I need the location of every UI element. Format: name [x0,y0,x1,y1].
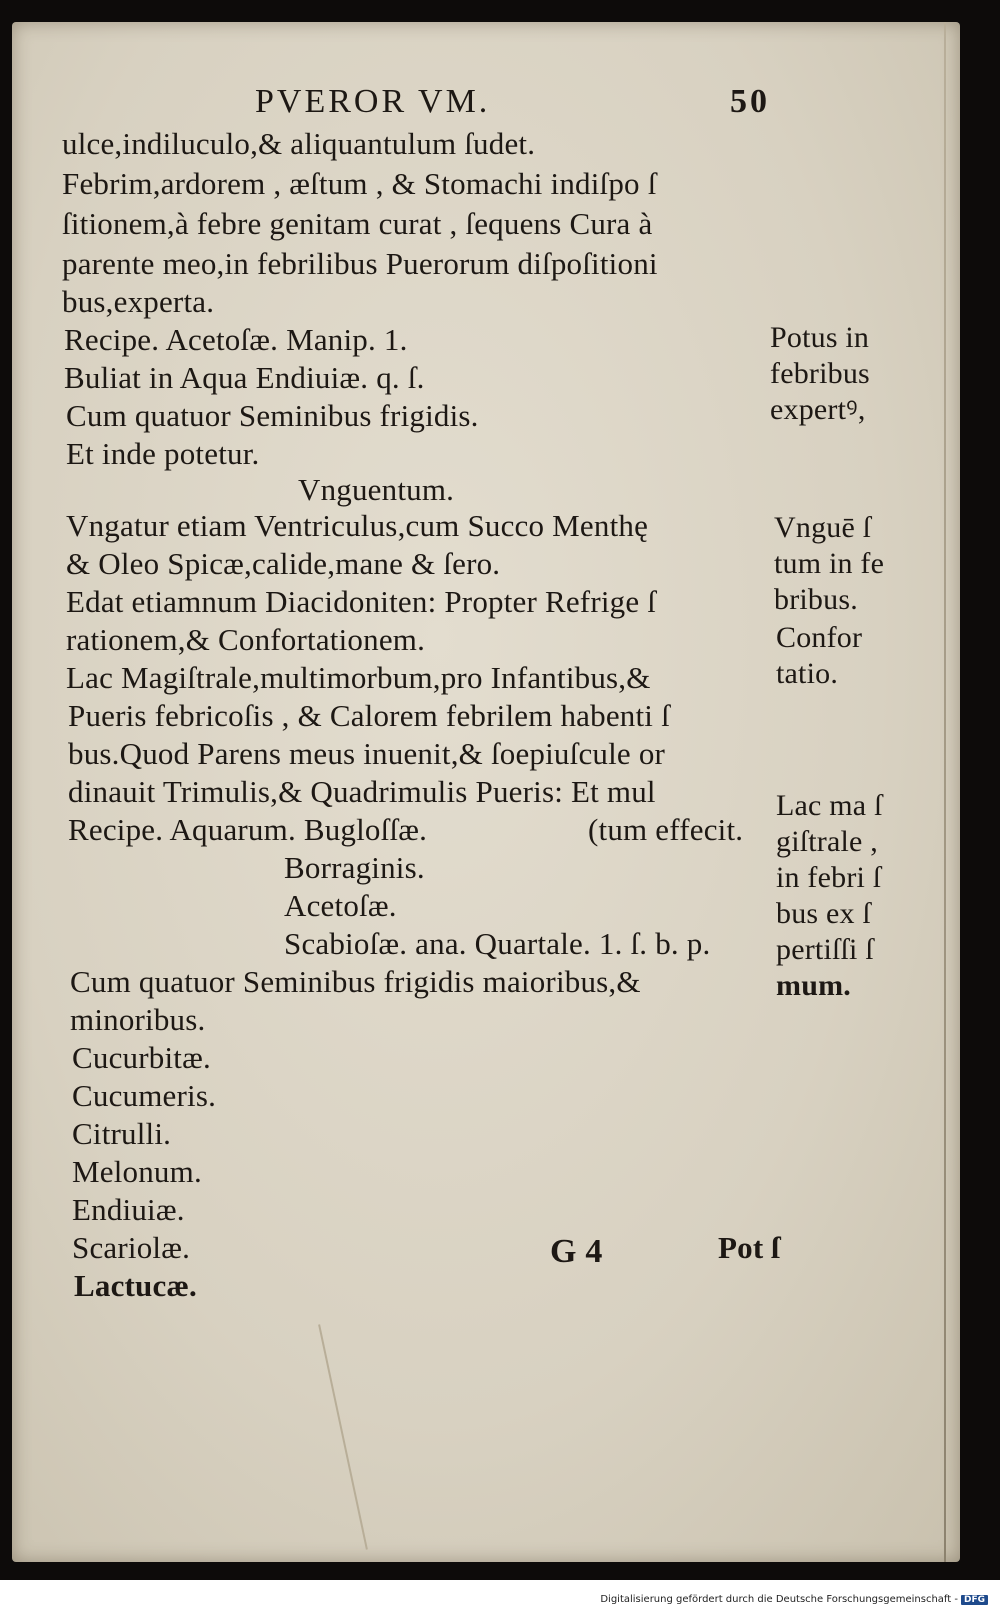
folio-number: 50 [730,83,770,120]
marginal-note: bribus. [774,583,858,616]
text-line: Et inde potetur. [66,436,260,471]
catchword: Pot ſ [718,1230,781,1265]
recipe-ingredient: Borraginis. [284,850,425,885]
text-line: Pueris febricoſis , & Calorem febrilem habenti ſ [68,698,670,733]
text-line: Lac Magiſtrale,multimorbum,pro Infantibus,& [66,660,651,695]
text-line: rationem,& Confortationem. [66,622,426,657]
marginal-note: febribus [770,357,870,390]
credit-text: Digitalisierung gefördert durch die Deutsche Forschungsgemeinschaft - [600,1594,958,1605]
text-line: Recipe. Acetoſæ. Manip. 1. [64,322,408,357]
text-line: Febrim,ardorem , æſtum , & Stomachi indiſpo ſ [62,166,657,201]
section-heading: Vnguentum. [298,472,455,507]
text-line: minoribus. [70,1002,206,1037]
text-line: Edat etiamnum Diacidoniten: Propter Refrige ſ [66,584,657,619]
text-line: dinauit Trimulis,& Quadrimulis Pueris: Et mul [68,774,656,809]
marginal-note: in febri ſ [776,861,882,894]
text-line: Recipe. Aquarum. Bugloſſæ. [68,812,428,847]
recipe-ingredient: Cucumeris. [72,1078,217,1113]
recipe-ingredient: Endiuiæ. [72,1192,185,1227]
recipe-ingredient: Cucurbitæ. [72,1040,211,1075]
page-crease [318,1324,368,1549]
text-line: Vngatur etiam Ventriculus,cum Succo Menthę [66,508,649,543]
recipe-ingredient: Scariolæ. [72,1230,191,1265]
marginal-note: Potus in [770,321,870,354]
marginal-note: mum. [776,969,851,1002]
text-line: parente meo,in febrilibus Puerorum diſpoſitioni [62,246,658,281]
text-line: ſitionem,à febre genitam curat , ſequens Cura à [62,206,653,241]
running-head: PVEROR VM. [255,83,491,120]
page-fold [944,22,946,1562]
text-line: Cum quatuor Seminibus frigidis maioribus,& [70,964,641,999]
dfg-logo: DFG [961,1595,988,1605]
recipe-ingredient: Melonum. [72,1154,202,1189]
book-page [12,22,960,1562]
text-line: Cum quatuor Seminibus frigidis. [66,398,479,433]
text-line: bus,experta. [62,284,215,319]
signature-mark: G 4 [550,1233,603,1270]
marginal-note: tum in fe [774,547,885,580]
recipe-ingredient: Citrulli. [72,1116,172,1151]
digitization-credit [600,1594,988,1605]
marginal-note: Confor [776,621,863,654]
marginal-note: Vnguē ſ [774,511,872,544]
recipe-ingredient: Acetoſæ. [284,888,397,923]
text-line: & Oleo Spicæ,calide,mane & ſero. [66,546,501,581]
marginal-note: tatio. [776,657,839,690]
text-line: bus.Quod Parens meus inuenit,& ſoepiuſcule or [68,736,666,771]
text-line: Buliat in Aqua Endiuiæ. q. ſ. [64,360,425,395]
recipe-ingredient: Scabioſæ. ana. Quartale. 1. ſ. b. p. [284,926,711,961]
text-line-turnover: (tum effecit. [588,812,744,847]
marginal-note: bus ex ſ [776,897,871,930]
marginal-note: giſtrale , [776,825,878,858]
text-line: ulce,indiluculo,& aliquantulum ſudet. [62,126,536,161]
marginal-note: Lac ma ſ [776,789,883,822]
marginal-note: expertꝰ, [770,393,866,426]
recipe-ingredient: Lactucæ. [74,1268,197,1303]
marginal-note: pertiſſi ſ [776,933,874,966]
